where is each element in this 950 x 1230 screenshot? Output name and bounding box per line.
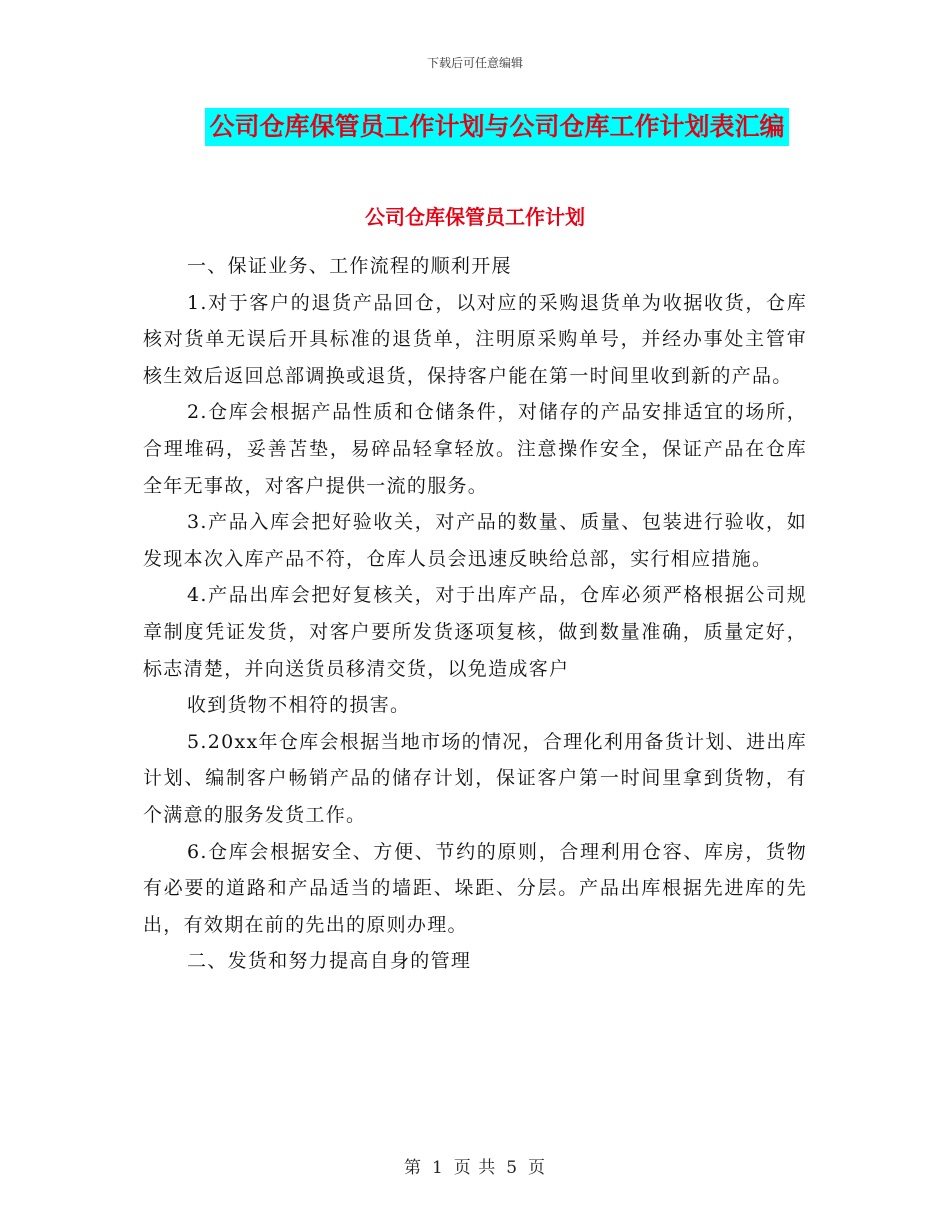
footer-middle: 页 共 [453,1158,497,1178]
paragraph: 1.对于客户的退货产品回仓，以对应的采购退货单为收据收货，仓库核对货单无误后开具标准的退货单，注明原采购单号，并经办事处主管审核生效后返回总部调换或退货，保持客户能在第一时间里收到新的产品。 [143,291,807,387]
page-footer [0,1153,950,1178]
paragraph: 一、保证业务、工作流程的顺利开展 [187,255,512,277]
main-title-container [0,108,950,146]
page-number: 1 [431,1158,444,1178]
document-body [143,248,807,980]
footer-suffix: 页 [528,1158,547,1178]
paragraph: 5.20xx年仓库会根据当地市场的情况，合理化利用备货计划、进出库计划、编制客户畅销产品的储存计划，保证客户第一时间里拿到货物，有个满意的服务发货工作。 [143,730,807,826]
paragraph: 4.产品出库会把好复核关，对于出库产品，仓库必须严格根据公司规章制度凭证发货，对客户要所发货逐项复核，做到数量准确，质量定好，标志清楚，并向送货员移清交货，以免造成客户 [143,584,807,680]
footer-prefix: 第 [403,1158,422,1178]
section-title: 公司仓库保管员工作计划 [365,205,585,229]
paragraph: 2.仓库会根据产品性质和仓储条件，对储存的产品安排适宜的场所，合理堆码，妥善苫垫，易碎品轻拿轻放。注意操作安全，保证产品在仓库全年无事故，对客户提供一流的服务。 [143,401,807,497]
paragraph: 收到货物不相符的损害。 [187,694,411,717]
paragraph: 6.仓库会根据安全、方便、节约的原则，合理利用仓容、库房，货物有必要的道路和产品适当的墙距、垛距、分层。产品出库根据先进库的先出，有效期在前的先出的原则办理。 [143,840,807,936]
paragraph: 二、发货和努力提高自身的管理 [187,950,472,973]
page-total: 5 [506,1158,519,1178]
paragraph: 3.产品入库会把好验收关，对产品的数量、质量、包装进行验收，如发现本次入库产品不符，仓库人员会迅速反映给总部，实行相应措施。 [143,511,807,570]
header-note: 下载后可任意编辑 [426,56,523,70]
main-title: 公司仓库保管员工作计划与公司仓库工作计划表汇编 [205,108,788,146]
